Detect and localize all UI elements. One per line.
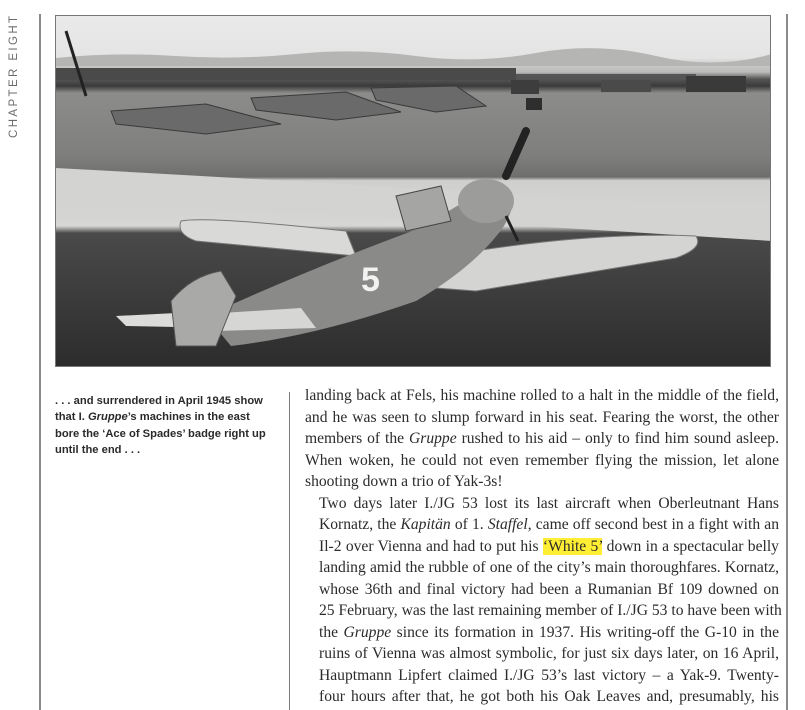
text-line: ruins of Vienna was almost symbolic, for just six days later, on 16 April, bbox=[319, 645, 779, 662]
photograph-airfield-bf109 bbox=[55, 15, 771, 367]
right-margin-rule bbox=[786, 14, 788, 710]
text-line: Kornatz, the Kapitän of 1. Staffel, came off second best in a fight with an bbox=[319, 516, 779, 533]
left-margin-rule bbox=[39, 14, 41, 710]
column-divider-rule bbox=[289, 392, 290, 710]
text-line: whose 36th and final victory had been a Rumanian Bf 109 downed on bbox=[319, 580, 779, 598]
svg-text:5: 5 bbox=[361, 261, 380, 299]
caption-text-2: ’s machines in the east bore the ‘Ace of Spades’ badge right up until the end . . . bbox=[55, 411, 266, 456]
text-line: When woken, he could not even remember flying the mission, let alone bbox=[305, 451, 779, 469]
text-line: landing back at Fels, his machine rolled to a halt in the middle of the field, bbox=[305, 387, 779, 404]
text-line: the Gruppe since its formation in 1937. His writing-off the G-10 in the bbox=[319, 623, 779, 641]
text-line: shooting down a trio of Yak-3s! bbox=[305, 473, 503, 490]
text-line: 25 February, was the last remaining member of I./JG 53 to have been with bbox=[319, 602, 782, 619]
caption-italic-term: Gruppe bbox=[87, 411, 128, 424]
photo-illustration bbox=[56, 16, 771, 367]
caption-text-1: . . . and surrendered in April 1945 show that I. bbox=[55, 395, 263, 424]
text-line: and he was seen to slump forward in his seat. Fearing the worst, the other bbox=[305, 408, 779, 426]
chapter-label: CHAPTER EIGHT bbox=[8, 13, 20, 138]
bf109-white-5 bbox=[116, 131, 698, 346]
text-line: Il-2 over Vienna and had to put his ‘White 5’ down in a spectacular belly bbox=[319, 537, 779, 555]
paragraph-2 bbox=[305, 493, 782, 708]
highlighted-text: ‘White 5’ bbox=[542, 537, 603, 555]
text-line: members of the Gruppe rushed to his aid – only to find him sound asleep. bbox=[305, 430, 779, 447]
text-line: Hauptmann Lipfert claimed I./JG 53’s last victory – a Yak-9. Twenty- bbox=[319, 666, 779, 684]
text-line: landing amid the rubble of one of the city’s main thoroughfares. Kornatz, bbox=[319, 559, 779, 576]
body-text bbox=[305, 385, 782, 708]
text-line: Two days later I./JG 53 lost its last aircraft when Oberleutnant Hans bbox=[319, 494, 779, 512]
text-line: four hours after that, he got both his Oak Leaves and, presumably, his bbox=[319, 688, 779, 705]
paragraph-1 bbox=[305, 385, 779, 493]
photo-caption bbox=[55, 393, 270, 458]
